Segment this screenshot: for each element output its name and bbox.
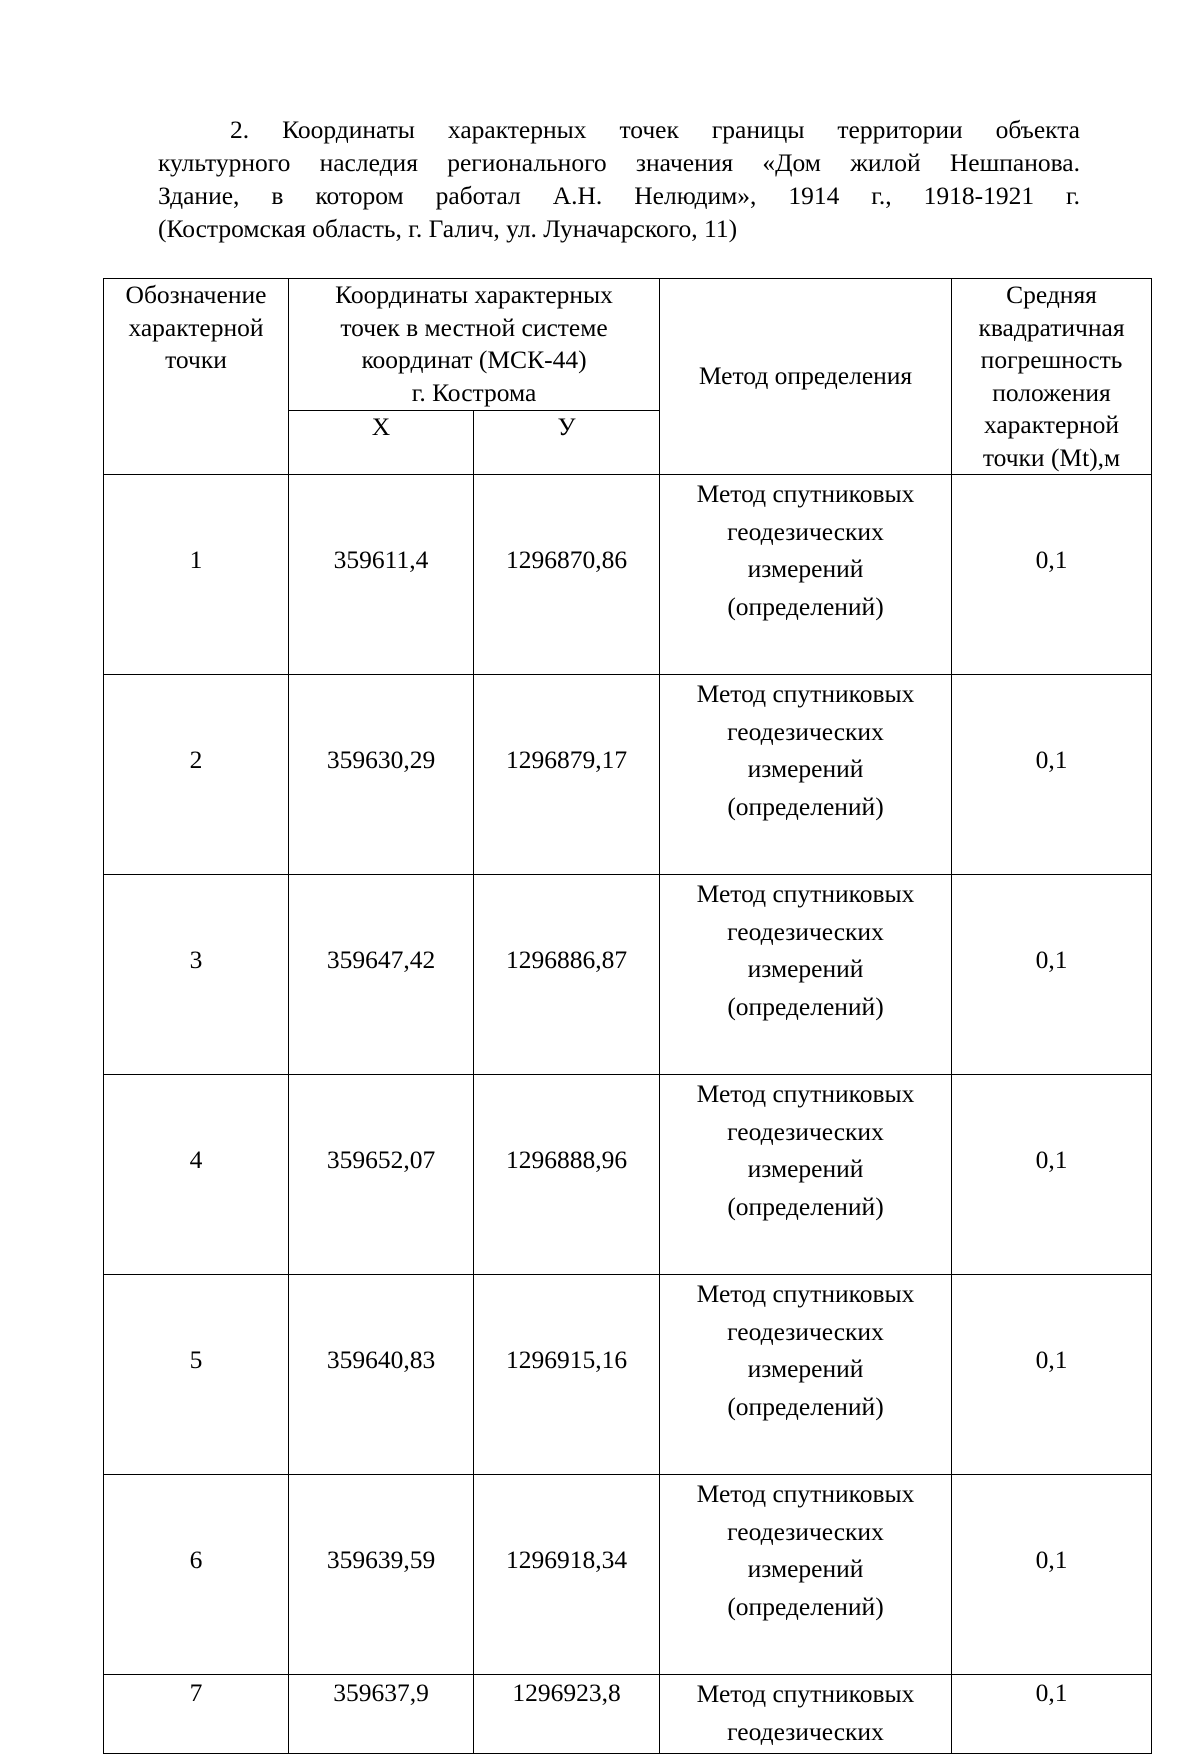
header-method: Метод определения	[660, 279, 952, 475]
method-line: измерений	[747, 754, 864, 783]
heading-line-1: 2. Координаты характерных точек границы территории объекта	[230, 115, 1080, 144]
cell-x: 359637,9	[289, 1675, 474, 1754]
cell-y: 1296918,34	[474, 1475, 660, 1675]
header-x: Х	[289, 411, 474, 475]
cell-x: 359630,29	[289, 675, 474, 875]
method-line: Метод спутниковых	[696, 879, 915, 908]
method-line: (определений)	[727, 991, 884, 1021]
cell-method	[660, 1475, 952, 1675]
cell-x: 359652,07	[289, 1075, 474, 1275]
cell-point: 5	[104, 1275, 289, 1475]
method-line: (определений)	[727, 1191, 884, 1221]
cell-y: 1296879,17	[474, 675, 660, 875]
cell-point: 1	[104, 475, 289, 675]
method-line: (определений)	[727, 791, 884, 821]
header-coordinates: Координаты характерных точек в местной системе координат (МСК-44) г. Кострома	[289, 279, 660, 411]
cell-point: 4	[104, 1075, 289, 1275]
cell-y: 1296886,87	[474, 875, 660, 1075]
cell-error: 0,1	[952, 1475, 1152, 1675]
cell-x: 359647,42	[289, 875, 474, 1075]
cell-x: 359639,59	[289, 1475, 474, 1675]
table-row	[104, 1075, 1152, 1275]
method-line: измерений	[747, 1154, 864, 1183]
cell-y: 1296888,96	[474, 1075, 660, 1275]
method-line: Метод спутниковых	[696, 1479, 915, 1508]
table-row	[104, 1475, 1152, 1675]
heading-line-2: культурного наследия регионального значения «Дом жилой Нешпанова.	[158, 148, 1080, 177]
cell-y: 1296870,86	[474, 475, 660, 675]
method-line: геодезических	[727, 716, 884, 746]
cell-error: 0,1	[952, 1675, 1152, 1754]
table-row	[104, 475, 1152, 675]
method-line: Метод спутниковых	[696, 479, 915, 508]
cell-point: 7	[104, 1675, 289, 1754]
method-line: (определений)	[727, 1591, 884, 1621]
method-line: геодезических	[727, 1716, 884, 1746]
cell-point: 2	[104, 675, 289, 875]
method-line: Метод спутниковых	[696, 1679, 915, 1708]
table-header-row	[104, 279, 1152, 411]
cell-error: 0,1	[952, 1275, 1152, 1475]
table-row	[104, 875, 1152, 1075]
cell-method	[660, 1275, 952, 1475]
heading-line-3: Здание, в котором работал А.Н. Нелюдим», 1914 г., 1918-1921 г.	[158, 181, 1080, 210]
cell-x: 359640,83	[289, 1275, 474, 1475]
cell-point: 3	[104, 875, 289, 1075]
cell-error: 0,1	[952, 1075, 1152, 1275]
cell-method	[660, 675, 952, 875]
document-heading	[158, 113, 1080, 245]
method-line: геодезических	[727, 916, 884, 946]
method-line: геодезических	[727, 1116, 884, 1146]
cell-x: 359611,4	[289, 475, 474, 675]
method-line: измерений	[747, 1354, 864, 1383]
table-row	[104, 675, 1152, 875]
method-line: измерений	[747, 1554, 864, 1583]
method-line: Метод спутниковых	[696, 1279, 915, 1308]
method-line: Метод спутниковых	[696, 679, 915, 708]
cell-method	[660, 1675, 952, 1754]
method-line: геодезических	[727, 516, 884, 546]
method-line: измерений	[747, 954, 864, 983]
table-row	[104, 1275, 1152, 1475]
header-y: У	[474, 411, 660, 475]
method-line: (определений)	[727, 591, 884, 621]
table-row	[104, 1675, 1152, 1754]
header-mean-square-error: Средняя квадратичная погрешность положения характерной точки (Mt),м	[952, 279, 1152, 475]
header-point-designation: Обозначение характерной точки	[104, 279, 289, 475]
method-line: Метод спутниковых	[696, 1079, 915, 1108]
cell-error: 0,1	[952, 675, 1152, 875]
cell-y: 1296923,8	[474, 1675, 660, 1754]
cell-point: 6	[104, 1475, 289, 1675]
method-line: геодезических	[727, 1316, 884, 1346]
coordinates-table	[103, 278, 1152, 1754]
table-body	[104, 475, 1152, 1754]
method-line: (определений)	[727, 1391, 884, 1421]
cell-error: 0,1	[952, 875, 1152, 1075]
method-line: измерений	[747, 554, 864, 583]
cell-y: 1296915,16	[474, 1275, 660, 1475]
cell-method	[660, 475, 952, 675]
cell-method	[660, 1075, 952, 1275]
method-line: геодезических	[727, 1516, 884, 1546]
cell-error: 0,1	[952, 475, 1152, 675]
heading-line-4: (Костромская область, г. Галич, ул. Луначарского, 11)	[158, 214, 738, 243]
cell-method	[660, 875, 952, 1075]
